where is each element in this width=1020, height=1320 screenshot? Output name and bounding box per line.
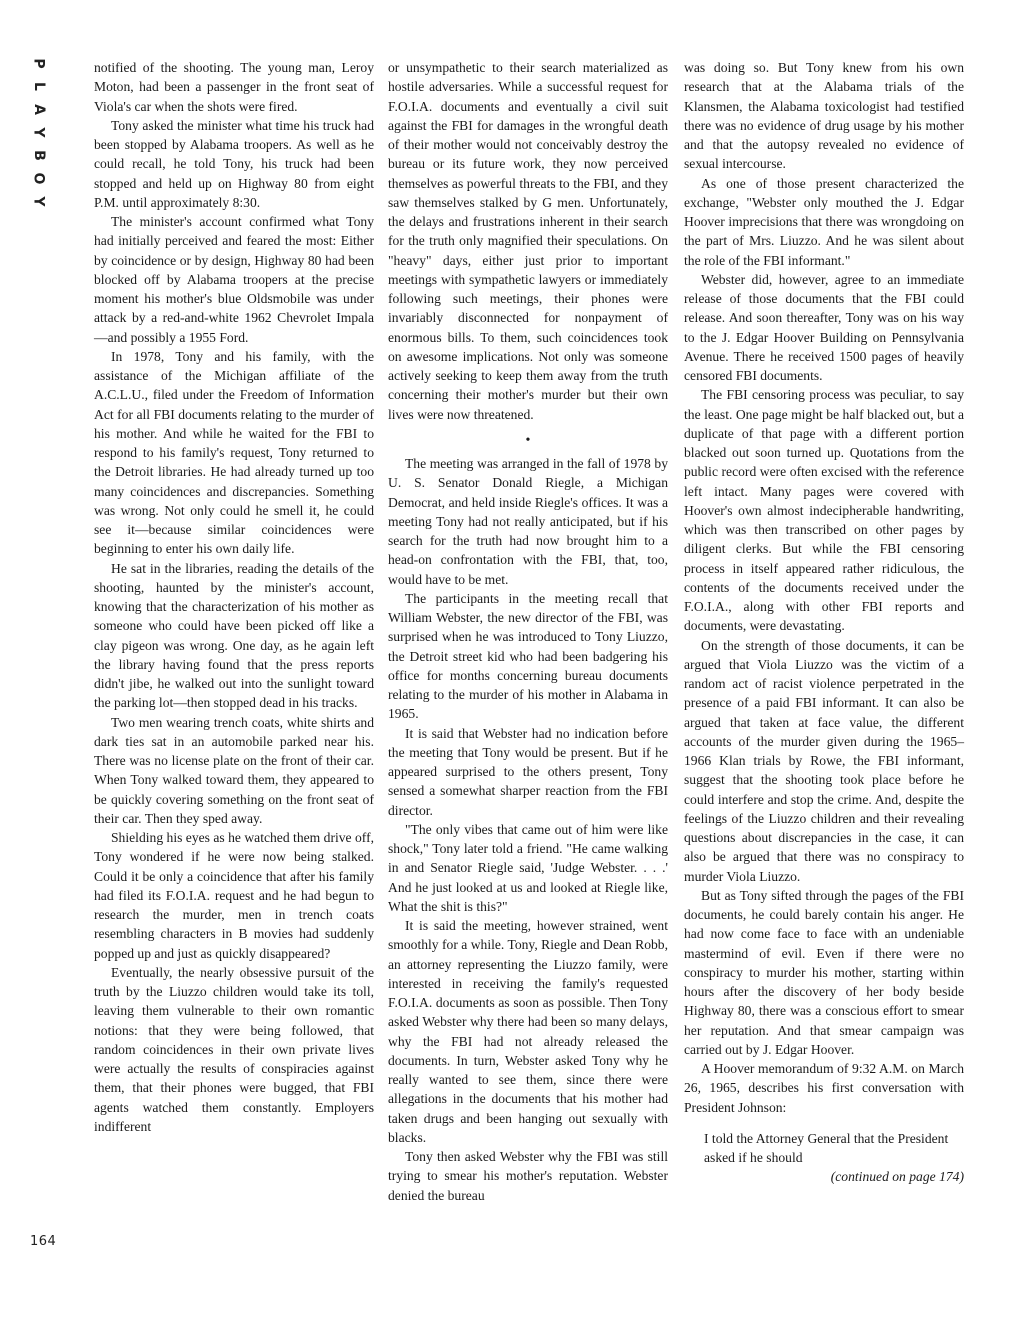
block-quote: I told the Attorney General that the President asked if he should <box>704 1130 949 1165</box>
paragraph: On the strength of those documents, it can be argued that Viola Liuzzo was the victim of a random act of racist violence perpetrated in the presence of a paid FBI informant. It can also be argued that taken at face value, the different accounts of the murder given during the 1965–1966 Klan trials by Rowe, the FBI informant, suggest that the shooting took place before he could interfere and stop the crime. And, despite the feelings of the Liuzzo children and their revealing questions about discrepancies in the case, it can also be argued that there was no conspiracy to murder Viola Liuzzo. <box>684 637 964 884</box>
paragraph: Webster did, however, agree to an immediate release of those documents that the FBI could release. And soon thereafter, Tony was on his way to the J. Edgar Hoover Building on Pennsylvania Avenue. There he received 1500 pages of heavily censored FBI documents. <box>684 271 964 383</box>
paragraph: Tony asked the minister what time his truck had been stopped by Alabama troopers. As well as he could recall, he told Tony, his truck had been stopped and held up on Highway 80 from eight P.M. until approximately 8:30. <box>94 117 374 210</box>
paragraph: The participants in the meeting recall that William Webster, the new director of the FBI, was surprised when he was introduced to Tony Liuzzo, the Detroit street kid who had been badgering his office for months concerning bureau documents relating to the murder of his mother in Alabama in 1965. <box>388 590 668 722</box>
paragraph: He sat in the libraries, reading the details of the shooting, haunted by the minister's account, knowing that the characterization of his mother as someone who could have been picked off like a clay pigeon was wrong. One day, as he again left the library having found that the press reports didn't jibe, he walked out into the sunlight toward the parking lot—then stopped dead in his tracks. <box>94 560 374 711</box>
magazine-letter: O <box>30 172 47 185</box>
magazine-letter: Y <box>30 196 47 207</box>
paragraph: Two men wearing trench coats, white shirts and dark ties sat in an automobile parked near his. There was no license plate on the front of their car. When Tony walked toward them, they appeared to be quickly covering something on the front seat of their car. Then they sped away. <box>94 714 374 826</box>
paragraph: Eventually, the nearly obsessive pursuit of the truth by the Liuzzo children would take its toll, leaving them vulnerable to their own romantic notions: that they were being followed, that random coincidences in their own private lives were actually the results of conspiracies against them, that their phones were bugged, that FBI agents watched them constantly. Employers indifferent <box>94 964 374 1134</box>
paragraph: The meeting was arranged in the fall of 1978 by U. S. Senator Donald Riegle, a Michigan Democrat, and held inside Riegle's offices. It was a meeting Tony had not really anticipated, but if his search for the truth had now brought him to a head-on confrontation with the FBI, that, too, would have to be met. <box>388 456 668 587</box>
magazine-letter: Y <box>30 127 47 138</box>
paragraph: It is said the meeting, however strained, went smoothly for a while. Tony, Riegle and Dean Robb, an attorney representing the Liuzzo family, were interested in receiving the family's requested F.O.I.A. documents as soon as possible. Then Tony asked Webster why there had been so many delays, why the FBI had not already released the documents. In turn, Webster asked Tony why he really wanted to see them, since there were allegations in the documents that his mother had taken drugs and been hanging out sexually with blacks. <box>388 918 668 1145</box>
paragraph: The minister's account confirmed what Tony had initially perceived and feared the most: Either by coincidence or by design, Highway 80 had been blocked off by Alabama troopers at the precise moment his mother's blue Oldsmobile was under attack by a red-and-white 1962 Chevrolet Impala—and possibly a 1955 Ford. <box>94 214 374 345</box>
paragraph: "The only vibes that came out of him were like shock," Tony later told a friend. "He came walking in and Senator Riegle said, 'Judge Webster. . . .' And he just looked at us and looked at Riegle like, What the shit is this?" <box>388 821 668 914</box>
paragraph: The FBI censoring process was peculiar, to say the least. One page might be half blacked out, but a duplicate of that page with a different portion blacked out soon turned up. Quotations from the public record were often excised with the reference left intact. Many pages were covered with Hoover's own almost indecipherable handwriting, which was then transcribed on other pages by diligent clerks. But while the FBI censoring process in itself appeared rather ridiculous, the contents of the documents received under the F.O.I.A., along with other FBI reports and documents, were devastating. <box>684 387 964 634</box>
paragraph: Tony then asked Webster why the FBI was still trying to smear his mother's reputation. Webster denied the bureau <box>388 1149 668 1203</box>
magazine-letter: B <box>30 150 47 161</box>
paragraph: Shielding his eyes as he watched them drive off, Tony wondered if he were now being stalked. Could it be only a coincidence that after his family had filed its F.O.I.A. request and he had begun to research the murder, men in trench coats resembling characters in B movies had suddenly popped up and just as quickly disappeared? <box>94 830 374 961</box>
continued-note: (continued on page 174) <box>830 1169 964 1185</box>
paragraph: As one of those present characterized the exchange, "Webster only mouthed the J. Edgar Hoover imprecisions that there was wrongdoing on the part of Mrs. Liuzzo. And he was silent about the role of the FBI informant." <box>684 175 964 268</box>
paragraph: It is said that Webster had no indication before the meeting that Tony would be present. But if he appeared surprised to the others present, Tony sensed a somewhat sharper reaction from the FBI director. <box>388 725 668 818</box>
magazine-name-vertical <box>26 52 50 213</box>
paragraph: A Hoover memorandum of 9:32 A.M. on March 26, 1965, describes his first conversation with President Johnson: <box>684 1061 964 1115</box>
magazine-letter: A <box>30 104 47 115</box>
paragraph: or unsympathetic to their search materialized as hostile adversaries. While a successful request for F.O.I.A. documents and eventually a civil suit against the FBI for damages in the wrongful death of their mother would not conceivably destroy the bureau or its future work, they now perceived themselves as powerful threats to the FBI, and they saw themselves stalked by G men. Unfortunately, the delays and frustrations inherent in their search for the truth only magnified their speculations. On "heavy" days, either just prior to important meetings with sympathetic lawyers or immediately following such meetings, their phones were invariably disconnected for nonpayment of enormous bills. To them, such coincidences took on awesome implications. Not only was someone actively seeking to keep them away from the truth concerning their mother's murder but their own lives were now threatened. <box>388 60 668 422</box>
text-column-1 <box>94 58 374 1136</box>
text-column-3 <box>684 58 964 1187</box>
page-number: 164 <box>30 1234 57 1249</box>
text-column-2 <box>388 58 668 1205</box>
section-break-bullet: • <box>525 432 531 448</box>
paragraph: notified of the shooting. The young man, Leroy Moton, had been a passenger in the front seat of Viola's car when the shots were fired. <box>94 60 374 114</box>
paragraph: In 1978, Tony and his family, with the assistance of the Michigan affiliate of the A.C.L.U., filed under the Freedom of Information Act for all FBI documents relating to the murder of his mother. And while he waited for the FBI to respond to his family's request, Tony returned to the Detroit libraries. He had already turned up too many coincidences and discrepancies. Something was wrong. Not only could he smell it, he could see it—because similar coincidences were beginning to enter his own daily life. <box>94 348 374 557</box>
paragraph: But as Tony sifted through the pages of the FBI documents, he could barely contain his anger. He had now come face to face with an undeniable mastermind of evil. Even if there were no conspiracy to murder his mother, starting within hours after the discovery of her body beside Highway 80, there was a conscious effort to smear her reputation. And that smear campaign was carried out by J. Edgar Hoover. <box>684 887 964 1057</box>
paragraph: was doing so. But Tony knew from his own research that at the Alabama trials of the Klansmen, the Alabama toxicologist had testified there was no evidence of drug usage by his mother and that the autopsy revealed no evidence of sexual intercourse. <box>684 60 964 172</box>
magazine-letter: L <box>30 82 47 91</box>
magazine-letter: P <box>30 58 47 69</box>
